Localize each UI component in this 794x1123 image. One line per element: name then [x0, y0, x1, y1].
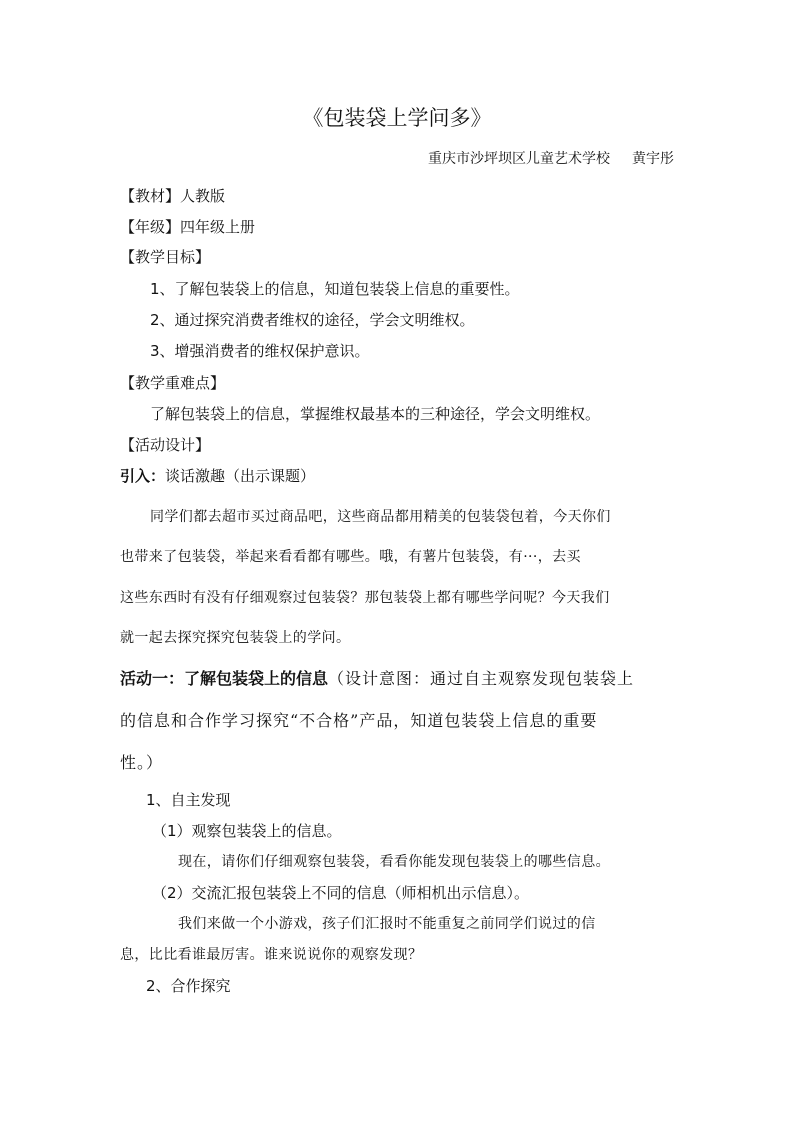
- activity1-label: 活动一：了解包装袋上的信息: [120, 669, 329, 688]
- design-heading: 【活动设计】: [120, 436, 211, 454]
- textbook-line: 【教材】人教版: [120, 187, 226, 205]
- goals-heading: 【教学目标】: [120, 248, 211, 266]
- author-school: 重庆市沙坪坝区儿童艺术学校: [428, 151, 610, 167]
- intro-line: [120, 466, 315, 486]
- intro-paragraph-line-4: 就一起去探究探究包装袋上的学问。: [120, 630, 351, 646]
- intro-text: 谈话激趣（出示课题）: [165, 467, 316, 485]
- goal-item-2: 2、通过探究消费者维权的途径，学会文明维权。: [150, 311, 475, 329]
- goal-item-3: 3、增强消费者的维权保护意识。: [150, 342, 370, 360]
- grade-line: 【年级】四年级上册: [120, 218, 256, 236]
- activity1-desc-2: 的信息和合作学习探究“不合格”产品，知道包装袋上信息的重要: [120, 711, 598, 730]
- section1-step1-text: 现在，请你们仔细观察包装袋，看看你能发现包装袋上的哪些信息。: [178, 854, 610, 870]
- section1-step2-text-2: 息，比比看谁最厉害。谁来说说你的观察发现？: [120, 947, 423, 963]
- key-points-heading: 【教学重难点】: [120, 374, 226, 392]
- author-line: [428, 149, 674, 169]
- section1-step2-text-1: 我们来做一个小游戏，孩子们汇报时不能重复之前同学们说过的信: [178, 916, 596, 932]
- section2-heading: 2、合作探究: [146, 977, 231, 995]
- author-name: 黄宇彤: [632, 151, 674, 167]
- activity1-desc-3: 性。）: [120, 753, 164, 772]
- intro-paragraph-line-1: 同学们都去超市买过商品吧，这些商品都用精美的包装袋包着，今天你们: [150, 509, 611, 525]
- key-points-text: 了解包装袋上的信息，掌握维权最基本的三种途径，学会文明维权。: [150, 405, 601, 423]
- intro-paragraph-line-2: 也带来了包装袋，举起来看看都有哪些。哦，有薯片包装袋，有···，去买: [120, 549, 581, 565]
- activity1-desc-1: （设计意图：通过自主观察发现包装袋上: [328, 669, 635, 688]
- section1-heading: 1、自主发现: [146, 791, 231, 809]
- goal-item-1: 1、了解包装袋上的信息，知道包装袋上信息的重要性。: [150, 280, 520, 298]
- activity1-line-1: [120, 668, 634, 690]
- section1-step2: （2）交流汇报包装袋上不同的信息（师相机出示信息）。: [152, 884, 530, 902]
- intro-paragraph-line-3: 这些东西时有没有仔细观察过包装袋？那包装袋上都有哪些学问呢？今天我们: [120, 590, 610, 606]
- document-title: 《包装袋上学问多》: [302, 106, 492, 130]
- section1-step1: （1）观察包装袋上的信息。: [152, 822, 342, 840]
- intro-label: 引入：: [120, 467, 166, 485]
